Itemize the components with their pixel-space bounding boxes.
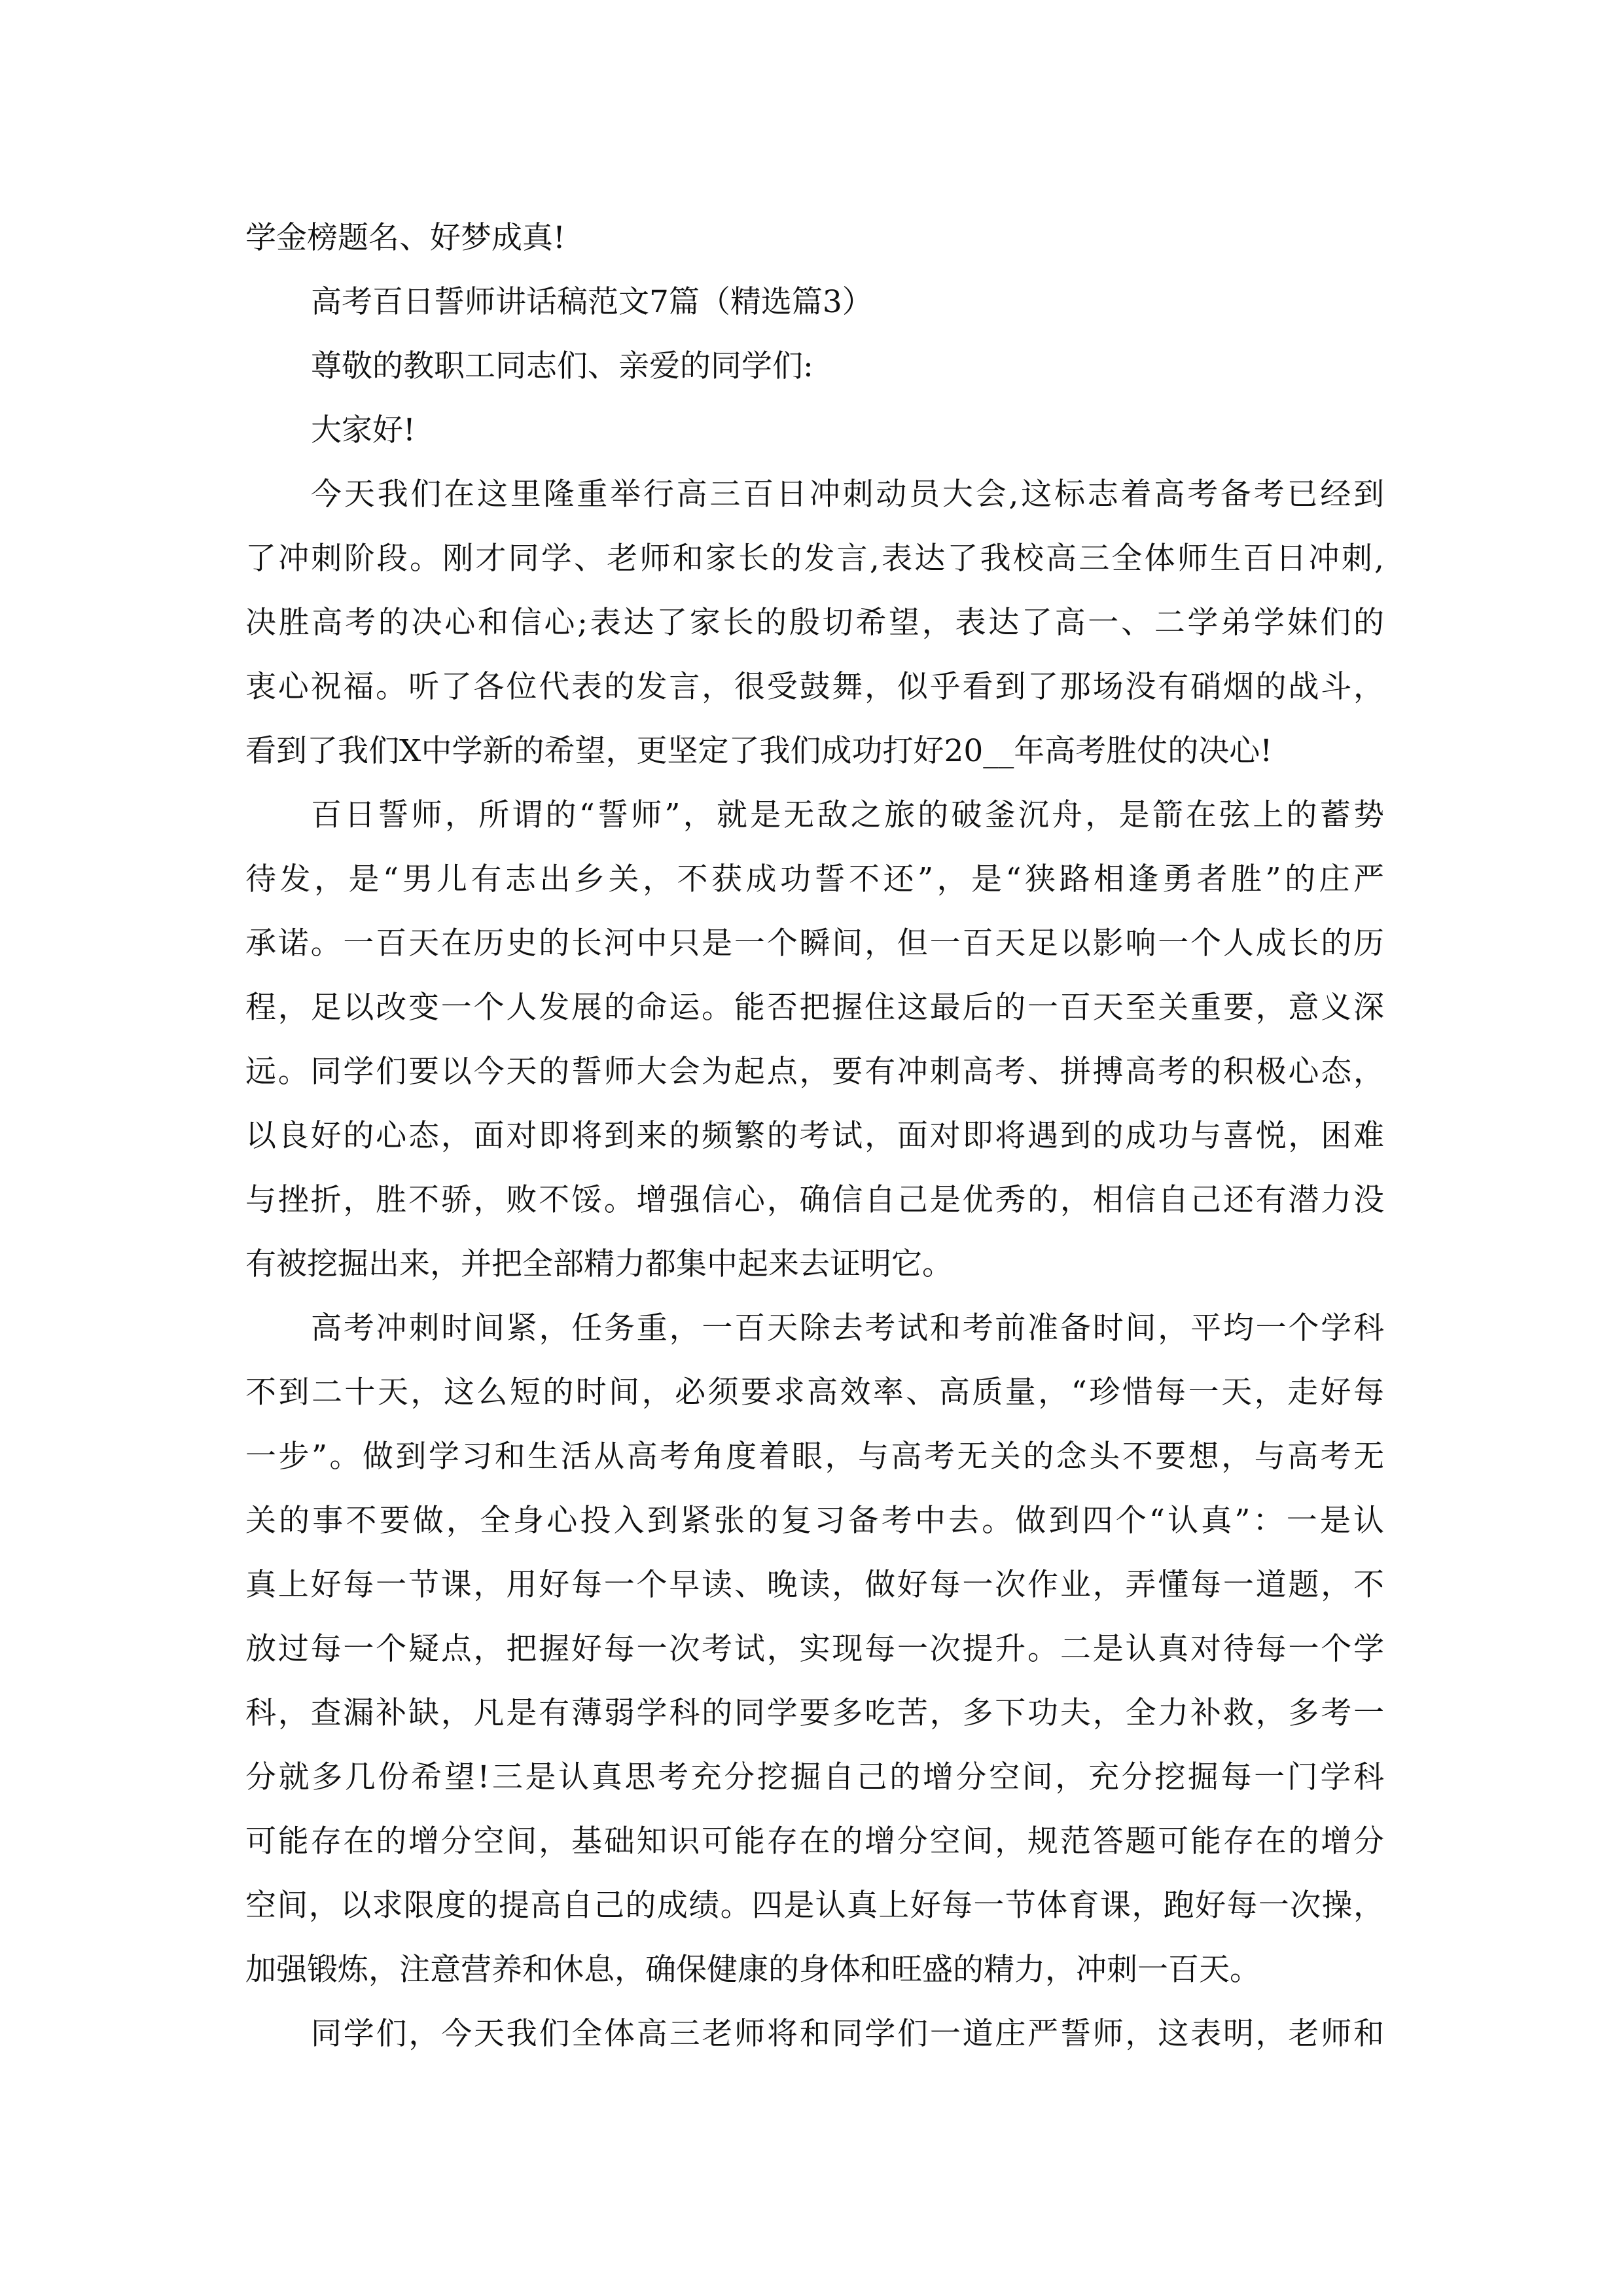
text-line: 百日誓师，所谓的“誓师”，就是无敌之旅的破釜沉舟，是箭在弦上的蓄势: [311, 797, 1384, 833]
article-title: 高考百日誓师讲话稿范文7篇（精选篇3）: [311, 284, 873, 320]
text-line: 今天我们在这里隆重举行高三百日冲刺动员大会,这标志着高考备考已经到: [311, 476, 1384, 512]
text-line: 程，足以改变一个人发展的命运。能否把握住这最后的一百天至关重要，意义深: [245, 990, 1384, 1026]
text-line: 决胜高考的决心和信心;表达了家长的殷切希望，表达了高一、二学弟学妹们的: [245, 605, 1384, 641]
greeting: 大家好!: [311, 412, 416, 448]
text-line: 分就多几份希望!三是认真思考充分挖掘自己的增分空间，充分挖掘每一门学科: [245, 1759, 1384, 1795]
text-line: 承诺。一百天在历史的长河中只是一个瞬间，但一百天足以影响一个人成长的历: [245, 925, 1384, 961]
text-line: 一步”。做到学习和生活从高考角度着眼，与高考无关的念头不要想，与高考无: [245, 1439, 1384, 1475]
text-line: 可能存在的增分空间，基础知识可能存在的增分空间，规范答题可能存在的增分: [245, 1823, 1384, 1859]
salutation: 尊敬的教职工同志们、亲爱的同学们:: [311, 348, 813, 384]
text-line: 不到二十天，这么短的时间，必须要求高效率、高质量，“珍惜每一天，走好每: [245, 1374, 1384, 1410]
text-line: 高考冲刺时间紧，任务重，一百天除去考试和考前准备时间，平均一个学科: [311, 1310, 1384, 1346]
text-line: 待发，是“男儿有志出乡关，不获成功誓不还”，是“狭路相逢勇者胜”的庄严: [245, 861, 1384, 897]
document-body: [245, 206, 1384, 2066]
text-line: 以良好的心态，面对即将到来的频繁的考试，面对即将遇到的成功与喜悦，困难: [245, 1118, 1384, 1154]
text-line: 科，查漏补缺，凡是有薄弱学科的同学要多吃苦，多下功夫，全力补救，多考一: [245, 1695, 1384, 1731]
text-line: 放过每一个疑点，把握好每一次考试，实现每一次提升。二是认真对待每一个学: [245, 1631, 1384, 1667]
text-line: 远。同学们要以今天的誓师大会为起点，要有冲刺高考、拼搏高考的积极心态，: [245, 1054, 1384, 1090]
text-line: 看到了我们X中学新的希望，更坚定了我们成功打好20__年高考胜仗的决心!: [245, 733, 1273, 769]
text-line: 真上好每一节课，用好每一个早读、晚读，做好每一次作业，弄懂每一道题，不: [245, 1567, 1384, 1603]
text-line: 衷心祝福。听了各位代表的发言，很受鼓舞，似乎看到了那场没有硝烟的战斗，: [245, 669, 1384, 705]
text-line: 同学们，今天我们全体高三老师将和同学们一道庄严誓师，这表明，老师和: [311, 2016, 1384, 2052]
text-line: 有被挖掘出来，并把全部精力都集中起来去证明它。: [245, 1246, 953, 1282]
text-line: 了冲刺阶段。刚才同学、老师和家长的发言,表达了我校高三全体师生百日冲刺,: [245, 541, 1384, 577]
text-line: 空间，以求限度的提高自己的成绩。四是认真上好每一节体育课，跑好每一次操，: [245, 1888, 1384, 1924]
text-line: 加强锻炼，注意营养和休息，确保健康的身体和旺盛的精力，冲刺一百天。: [245, 1952, 1260, 1988]
text-line: 关的事不要做，全身心投入到紧张的复习备考中去。做到四个“认真”：一是认: [245, 1503, 1384, 1539]
text-line: 与挫折，胜不骄，败不馁。增强信心，确信自己是优秀的，相信自己还有潜力没: [245, 1182, 1384, 1218]
text-line: 学金榜题名、好梦成真!: [245, 220, 565, 256]
